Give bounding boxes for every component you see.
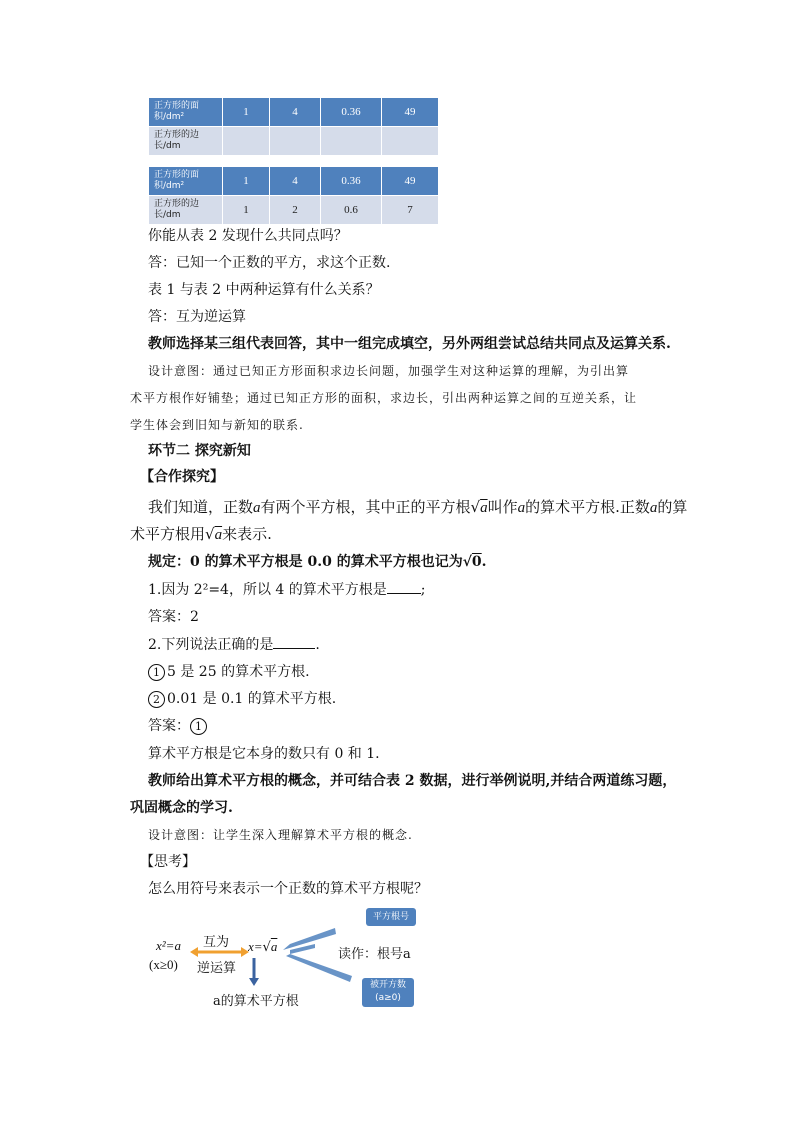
circled-number: 1: [190, 718, 207, 735]
think-heading: 【思考】: [140, 854, 196, 870]
answer-blank: [273, 636, 315, 649]
under-label: a的算术平方根: [213, 994, 299, 1009]
answer-blank: [387, 581, 421, 594]
mutual-label: 互为: [203, 935, 230, 950]
section-heading: 环节二 探究新知: [148, 443, 251, 459]
arrow-head-left-icon: [190, 947, 198, 957]
option-2: 2 0.01 是 0.1 的算术平方根.: [148, 689, 336, 709]
table-row: [149, 127, 439, 156]
table-row-header: 正方形的边长/dm: [149, 127, 223, 156]
intro-line1: 我们知道，正数a有两个平方根，其中正的平方根√a叫作a的算术平方根.正数a的算: [148, 498, 688, 516]
design-intent-1-line1: 设计意图：通过已知正方形面积求边长问题，加强学生对这种运算的理解，为引出算: [148, 364, 630, 378]
callout-radicand: 被开方数 (a≥0): [362, 978, 414, 1007]
exercise-1: 1.因为 2²=4，所以 4 的算术平方根是 ;: [148, 582, 426, 598]
intro-line2: 术平方根用√a来表示.: [130, 525, 272, 543]
table-cell: 4: [270, 98, 321, 127]
table-cell: 7: [382, 196, 439, 225]
sqrt-sign-icon: √: [262, 940, 271, 955]
table-row-header: 正方形的面积/dm²: [149, 98, 223, 127]
coop-heading: 【合作探究】: [140, 469, 224, 485]
condition: (x≥0): [149, 957, 178, 972]
table-cell: [382, 127, 439, 156]
table-row-header: 正方形的边长/dm: [149, 196, 223, 225]
table-row: [149, 196, 439, 225]
table-cell: 1: [223, 196, 270, 225]
teacher-note-1: 教师选择某三组代表回答，其中一组完成填空，另外两组尝试总结共同点及运算关系.: [148, 336, 671, 352]
table-2: [148, 166, 439, 225]
teacher-note-2-line2: 巩固概念的学习.: [130, 800, 233, 816]
answer-ex2: 答案： 1: [148, 716, 209, 736]
table-cell: [270, 127, 321, 156]
think-question: 怎么用符号来表示一个正数的算术平方根呢？: [148, 881, 428, 897]
design-intent-2: 设计意图：让学生深入理解算术平方根的概念.: [148, 828, 413, 842]
sqrt-diagram: [140, 908, 430, 1008]
answer-1: 答：已知一个正数的平方，求这个正数.: [148, 255, 391, 271]
table-cell: 49: [382, 167, 439, 196]
inverse-label: 逆运算: [197, 961, 237, 976]
fact-line: 算术平方根是它本身的数只有 0 和 1.: [148, 746, 380, 762]
read-label: 读作：根号a: [338, 947, 411, 962]
circled-number: 1: [148, 664, 165, 681]
table-cell: 2: [270, 196, 321, 225]
table-cell: 0.6: [321, 196, 382, 225]
table-cell: 0.36: [321, 167, 382, 196]
question-2: 表 1 与表 2 中两种运算有什么关系？: [148, 282, 380, 298]
sqrt-sign-icon: √: [205, 525, 215, 543]
table-cell: 0.36: [321, 98, 382, 127]
table-row-header: 正方形的面积/dm²: [149, 167, 223, 196]
sqrt-expression: x=√a: [248, 939, 278, 955]
equation: x²=a: [156, 938, 181, 953]
table-row: [149, 167, 439, 196]
sqrt-sign-icon: √: [462, 554, 472, 570]
table-cell: 1: [223, 98, 270, 127]
rule-line: 规定：0 的算术平方根是 0.0 的算术平方根也记为√0.: [148, 554, 487, 570]
table-cell: [321, 127, 382, 156]
design-intent-1-line3: 学生体会到旧知与新知的联系.: [130, 418, 304, 432]
table-1: [148, 97, 439, 156]
design-intent-1-line2: 术平方根作好铺垫；通过已知正方形的面积，求边长，引出两种运算之间的互逆关系，让: [130, 391, 638, 405]
question-1: 你能从表 2 发现什么共同点吗？: [148, 228, 348, 244]
table-row: [149, 98, 439, 127]
callout-radical-sign: 平方根号: [366, 908, 416, 926]
circled-number: 2: [148, 691, 165, 708]
table-cell: 1: [223, 167, 270, 196]
answer-2: 答：互为逆运算: [148, 309, 246, 325]
arrow-head-down-icon: [249, 978, 259, 986]
teacher-note-2-line1: 教师给出算术平方根的概念，并可结合表 2 数据，进行举例说明,并结合两道练习题，: [148, 773, 677, 789]
table-cell: 49: [382, 98, 439, 127]
answer-ex1: 答案：2: [148, 609, 199, 625]
sqrt-sign-icon: √: [470, 498, 481, 516]
option-1: 1 5 是 25 的算术平方根.: [148, 662, 310, 682]
table-cell: 4: [270, 167, 321, 196]
exercise-2: 2.下列说法正确的是 .: [148, 637, 320, 653]
table-cell: [223, 127, 270, 156]
